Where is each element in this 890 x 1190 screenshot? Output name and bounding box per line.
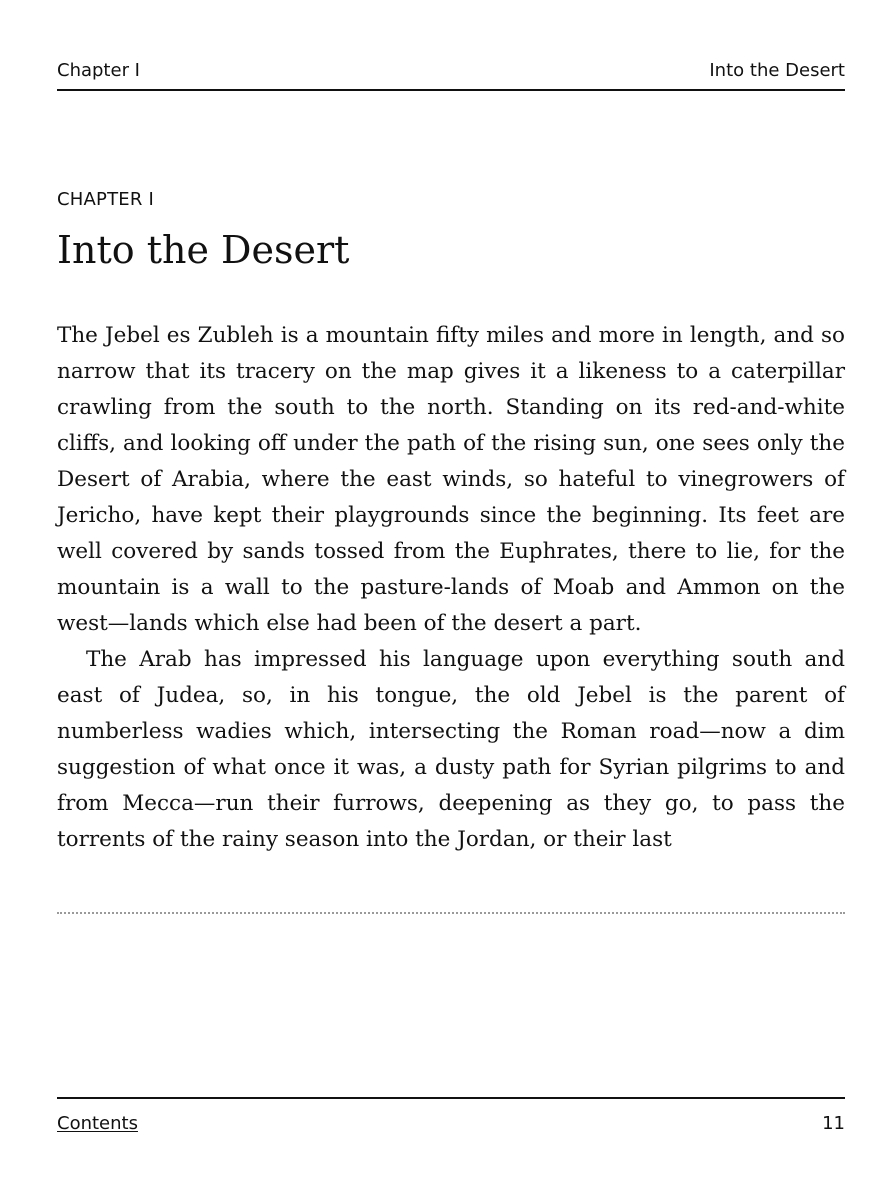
chapter-label: CHAPTER I: [57, 189, 154, 210]
chapter-title: Into the Desert: [57, 228, 350, 272]
chapter-text: [57, 318, 845, 858]
paragraph: The Jebel es Zubleh is a mountain fifty miles and more in length, and so narrow that its tracery on the map gives it a likeness to a caterpillar crawling from the south to the north. Standing on its red-and-white cliffs, and looking off under the path of the rising sun, one sees only the Desert of Arabia, where the east winds, so hateful to vinegrowers of Jericho, have kept their playgrounds since the beginning. Its feet are well covered by sands tossed from the Euphrates, there to lie, for the mountain is a wall to the pasture-lands of Moab and Ammon on the west—lands which else had been of the desert a part.: [57, 323, 845, 636]
paragraph: The Arab has impressed his language upon everything south and east of Judea, so, in his tongue, the old Jebel is the parent of numberless wadies which, intersecting the Roman road—now a dim suggestion of what once it was, a dusty path for Syrian pilgrims to and from Mecca—run their furrows, deepening as they go, to pass the torrents of the rainy season into the Jordan, or their last: [57, 647, 845, 852]
page-number: 11: [822, 1113, 845, 1134]
header-title: Into the Desert: [709, 60, 845, 81]
header-chapter: Chapter I: [57, 60, 140, 81]
running-footer: [57, 1097, 845, 1137]
contents-link[interactable]: Contents: [57, 1113, 138, 1134]
running-header: [57, 58, 845, 91]
page-break-divider: [57, 912, 845, 914]
